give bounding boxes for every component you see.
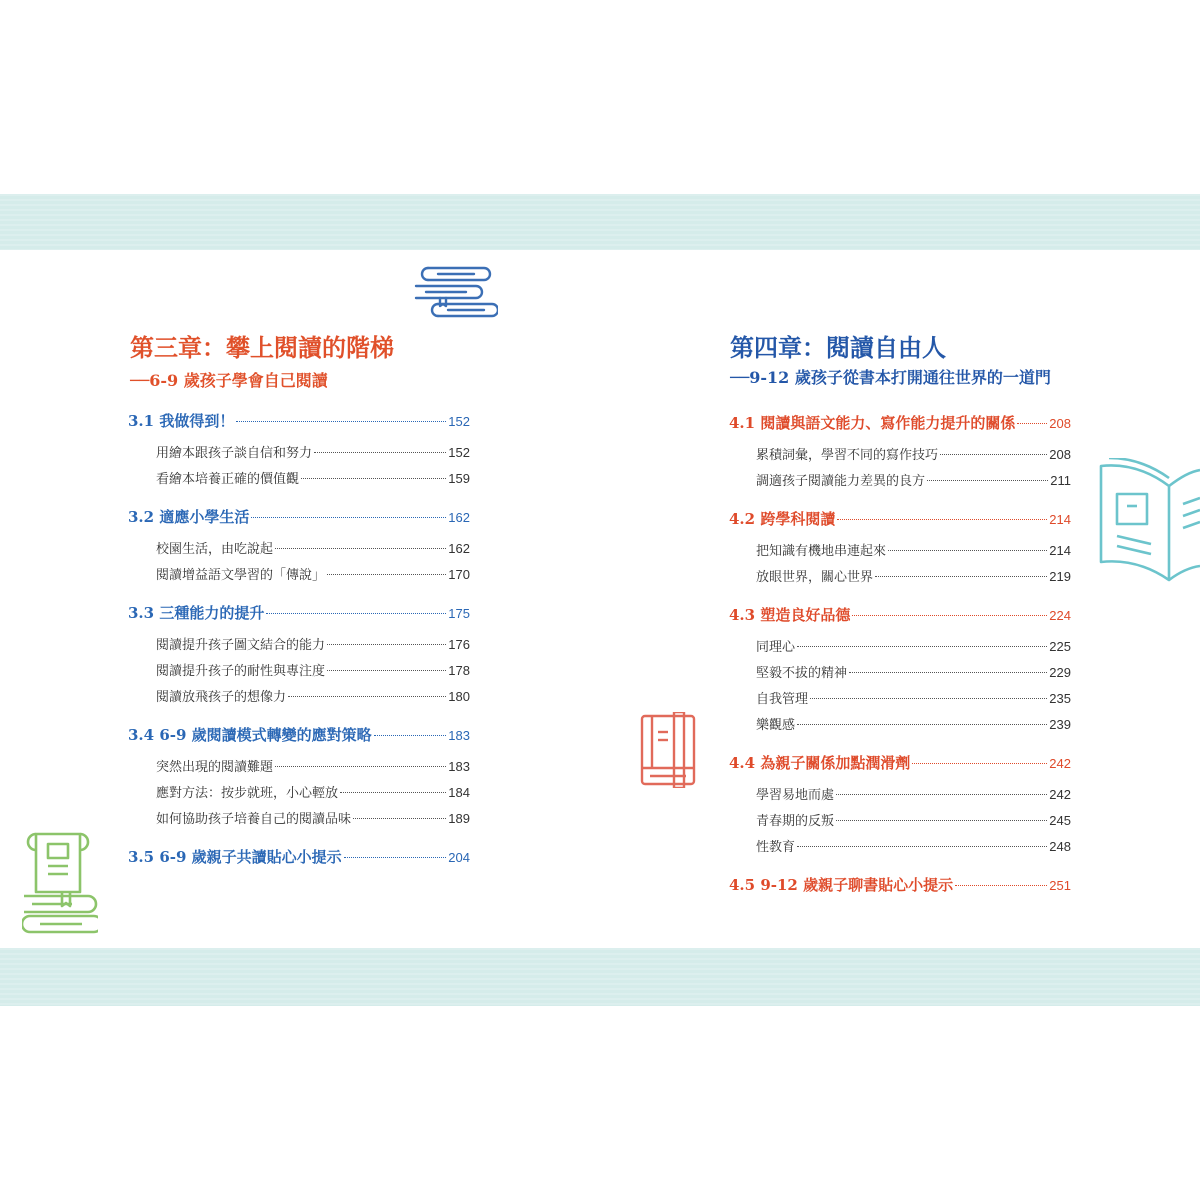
- toc-subsection-row: [156, 564, 470, 583]
- toc-entry-label: 4.5 9-12 歲親子聊書貼心小提示: [729, 876, 954, 894]
- toc-page-number: 245: [1049, 813, 1071, 828]
- toc-leader-dots: [810, 697, 1047, 699]
- toc-page-number: 176: [448, 637, 470, 652]
- stacked-books-icon: [414, 265, 498, 327]
- toc-entry-label: 3.4 6-9 歲閱讀模式轉變的應對策略: [128, 726, 372, 744]
- toc-entry-label: 4.1 閱讀與語文能力、寫作能力提升的關係: [729, 414, 1016, 432]
- toc-entry-label: 用繪本跟孩子談自信和努力: [156, 446, 313, 461]
- toc-leader-dots: [797, 723, 1047, 725]
- toc-page-number: 175: [448, 606, 470, 621]
- toc-page-number: 189: [448, 811, 470, 826]
- toc-page-number: 214: [1049, 543, 1071, 558]
- chapter-4-title: 第四章：閱讀自由人: [730, 333, 946, 362]
- toc-page-number: 225: [1049, 639, 1071, 654]
- toc-subsection-row: [756, 636, 1071, 655]
- toc-page-number: 152: [448, 445, 470, 460]
- toc-entry-label: 看繪本培養正確的價值觀: [156, 472, 300, 487]
- toc-page-number: 180: [448, 689, 470, 704]
- toc-leader-dots: [266, 612, 446, 614]
- toc-entry-label: 3.1 我做得到！: [128, 412, 235, 430]
- toc-leader-dots: [327, 573, 446, 575]
- toc-subsection-row: [156, 686, 470, 705]
- toc-subsection-row: [156, 782, 470, 801]
- toc-entry-label: 閱讀增益語文學習的「傳說」: [156, 568, 326, 583]
- toc-entry-label: 樂觀感: [756, 718, 796, 733]
- toc-section-row: [729, 752, 1071, 773]
- toc-subsection-row: [156, 634, 470, 653]
- toc-page-number: 162: [448, 541, 470, 556]
- toc-section-row: [128, 410, 470, 431]
- toc-leader-dots: [849, 671, 1047, 673]
- toc-section-row: [729, 604, 1071, 625]
- toc-entry-label: 性教育: [756, 840, 796, 855]
- chapter-4-subtitle: ──9-12 歲孩子從書本打開通往世界的一道門: [730, 368, 1051, 387]
- toc-entry-label: 應對方法：按步就班，小心輕放: [156, 786, 339, 801]
- toc-section-row: [128, 602, 470, 623]
- toc-page-number: 219: [1049, 569, 1071, 584]
- book-scroll-icon: [22, 830, 98, 938]
- toc-page-number: 251: [1049, 878, 1071, 893]
- toc-entry-label: 把知識有機地串連起來: [756, 544, 887, 559]
- toc-entry-label: 4.3 塑造良好品德: [729, 606, 851, 624]
- toc-leader-dots: [955, 884, 1047, 886]
- toc-page-number: 152: [448, 414, 470, 429]
- toc-leader-dots: [275, 765, 446, 767]
- toc-entry-label: 累積詞彙，學習不同的寫作技巧: [756, 448, 939, 463]
- toc-subsection-row: [156, 538, 470, 557]
- toc-leader-dots: [374, 734, 447, 736]
- toc-page-number: 248: [1049, 839, 1071, 854]
- chapter-3-subtitle: ──6-9 歲孩子學會自己閱讀: [130, 371, 328, 390]
- bottom-teal-band: [0, 948, 1200, 1006]
- toc-entry-label: 4.4 為親子關係加點潤滑劑: [729, 754, 911, 772]
- toc-entry-label: 學習易地而處: [756, 788, 835, 803]
- toc-leader-dots: [875, 575, 1047, 577]
- toc-leader-dots: [940, 453, 1047, 455]
- toc-subsection-row: [156, 442, 470, 461]
- toc-page-number: 242: [1049, 756, 1071, 771]
- toc-leader-dots: [797, 845, 1047, 847]
- toc-subsection-row: [756, 444, 1071, 463]
- toc-page-number: 184: [448, 785, 470, 800]
- toc-entry-label: 堅毅不拔的精神: [756, 666, 848, 681]
- toc-page-number: 235: [1049, 691, 1071, 706]
- toc-leader-dots: [236, 420, 446, 422]
- toc-leader-dots: [852, 614, 1047, 616]
- toc-section-row: [729, 412, 1071, 433]
- toc-page-number: 208: [1049, 447, 1071, 462]
- toc-page-number: 183: [448, 759, 470, 774]
- toc-page-number: 208: [1049, 416, 1071, 431]
- toc-entry-label: 突然出現的閱讀難題: [156, 760, 274, 775]
- toc-leader-dots: [927, 479, 1048, 481]
- toc-section-row: [128, 846, 470, 867]
- toc-leader-dots: [888, 549, 1047, 551]
- toc-subsection-row: [756, 470, 1071, 489]
- toc-subsection-row: [756, 566, 1071, 585]
- toc-leader-dots: [837, 518, 1047, 520]
- toc-entry-label: 閱讀提升孩子圖文結合的能力: [156, 638, 326, 653]
- toc-leader-dots: [797, 645, 1047, 647]
- toc-entry-label: 4.2 跨學科閱讀: [729, 510, 836, 528]
- toc-subsection-row: [756, 810, 1071, 829]
- toc-entry-label: 放眼世界，關心世界: [756, 570, 874, 585]
- toc-page-number: 214: [1049, 512, 1071, 527]
- toc-leader-dots: [340, 791, 446, 793]
- toc-leader-dots: [836, 819, 1047, 821]
- toc-subsection-row: [156, 468, 470, 487]
- toc-entry-label: 3.2 適應小學生活: [128, 508, 250, 526]
- toc-entry-label: 青春期的反叛: [756, 814, 835, 829]
- closed-book-icon: [638, 712, 700, 788]
- toc-leader-dots: [836, 793, 1047, 795]
- open-book-icon: [1097, 458, 1200, 584]
- toc-page-number: 211: [1050, 473, 1071, 488]
- chapter-3-title: 第三章：攀上閱讀的階梯: [130, 333, 394, 362]
- toc-leader-dots: [288, 695, 446, 697]
- toc-entry-label: 校園生活，由吃說起: [156, 542, 274, 557]
- toc-page-number: 239: [1049, 717, 1071, 732]
- toc-entry-label: 閱讀提升孩子的耐性與專注度: [156, 664, 326, 679]
- toc-page-number: 162: [448, 510, 470, 525]
- toc-subsection-row: [756, 688, 1071, 707]
- toc-subsection-row: [156, 660, 470, 679]
- toc-entry-label: 自我管理: [756, 692, 809, 707]
- toc-entry-label: 同理心: [756, 640, 796, 655]
- toc-leader-dots: [314, 451, 446, 453]
- toc-section-row: [128, 506, 470, 527]
- toc-section-row: [729, 874, 1071, 895]
- toc-entry-label: 3.3 三種能力的提升: [128, 604, 265, 622]
- toc-entry-label: 調適孩子閱讀能力差異的良方: [756, 474, 926, 489]
- toc-entry-label: 如何協助孩子培養自己的閱讀品味: [156, 812, 352, 827]
- toc-page-number: 204: [448, 850, 470, 865]
- toc-leader-dots: [327, 669, 446, 671]
- toc-page-number: 224: [1049, 608, 1071, 623]
- toc-leader-dots: [344, 856, 447, 858]
- toc-page-number: 242: [1049, 787, 1071, 802]
- toc-entry-label: 3.5 6-9 歲親子共讀貼心小提示: [128, 848, 342, 866]
- toc-subsection-row: [756, 540, 1071, 559]
- toc-leader-dots: [1017, 422, 1047, 424]
- toc-leader-dots: [327, 643, 446, 645]
- toc-subsection-row: [756, 836, 1071, 855]
- toc-subsection-row: [756, 784, 1071, 803]
- toc-page-number: 183: [448, 728, 470, 743]
- top-teal-band: [0, 194, 1200, 250]
- toc-entry-label: 閱讀放飛孩子的想像力: [156, 690, 287, 705]
- toc-leader-dots: [912, 762, 1047, 764]
- toc-leader-dots: [275, 547, 446, 549]
- toc-page-number: 170: [448, 567, 470, 582]
- toc-subsection-row: [156, 808, 470, 827]
- toc-section-row: [128, 724, 470, 745]
- toc-page-number: 229: [1049, 665, 1071, 680]
- toc-leader-dots: [353, 817, 446, 819]
- toc-subsection-row: [156, 756, 470, 775]
- toc-subsection-row: [756, 662, 1071, 681]
- toc-page-number: 178: [448, 663, 470, 678]
- toc-section-row: [729, 508, 1071, 529]
- toc-subsection-row: [756, 714, 1071, 733]
- toc-leader-dots: [301, 477, 446, 479]
- toc-page-number: 159: [448, 471, 470, 486]
- toc-leader-dots: [251, 516, 446, 518]
